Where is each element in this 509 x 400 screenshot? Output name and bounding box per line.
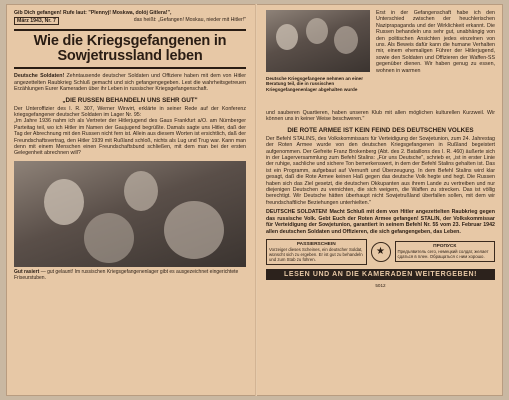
section-heading-right: DIE ROTE ARMEE IST KEIN FEIND DES DEUTSCHEN VOLKES	[287, 126, 474, 134]
barber-photo-caption	[14, 269, 246, 281]
surrender-call-translation: das heißt: „Gefangen! Moskau, nieder mit Hitler!"	[133, 17, 246, 24]
center-fold	[255, 4, 257, 396]
passierschein-title: PASSIERSCHEIN	[296, 241, 336, 247]
intro-lead: Deutsche Soldaten!	[14, 73, 65, 80]
meeting-photo-caption: Deutsche Kriegsgefangene nehmen an einer Beratung teil, die in russischen Kriegsgefangenenlager abgehalten wurde	[266, 76, 364, 92]
left-page	[14, 10, 246, 390]
pass-on-banner: LESEN UND AN DIE KAMERADEN WEITERGEBEN!	[266, 269, 495, 280]
issue-number: März 1943, Nr. 7	[14, 17, 59, 25]
title-box	[14, 29, 246, 69]
intro-paragraph	[14, 73, 246, 92]
passierschein-box	[266, 239, 367, 265]
barber-photo	[14, 161, 246, 267]
leaflet-code: 5012	[375, 282, 386, 288]
passes-row	[266, 239, 495, 265]
surrender-appeal: DEUTSCHE SOLDATEN! Macht Schluß mit dem von Hitler angezettelten Raubkrieg gegen das russische Volk. Gebt Euch der Roten Armee gefangen! STALIN, der Volkskommissar für Verteidigung der Sowjetunion, garantiert in seinem Befehl Nr. 55 vom 23. Februar 1942 allen deutschen Soldaten und Offizieren, die sich gefangengeben, das Leben.	[266, 209, 495, 235]
quote-wirwirt: „Im Jahre 1936 nahm ich als Vertreter der Hitlerjugend des Gaus Frankfurt a/O. am Nürnberger Parteitag teil, wo ich Hitler im Namen der Gaujugend begrüßte. Damals sagte uns Hitler, daß der Tag der Abrechnung mit den Russen nicht fern ist. Allein aus diesem Worten ist ersichtlich, daß der Freundschaftsvertrag, den Hitler 1939 mit Rußland schloß, nichts als Lug und Trug war. Kann man denn mit einem Menschen einen Freundschaftsbund schließen, mit dem man bei der ersten Gelegenheit abrechnen will?	[14, 118, 246, 157]
propusk-title: ПРОПУСК	[433, 244, 457, 250]
star-emblem-icon: ★	[371, 242, 391, 262]
paragraph-wirwirt: Der Unteroffizier des I. R. 307, Werner Wirwirt, erklärte in seiner Rede auf der Konferenz kriegsgefangener deutscher Soldaten im Lager Nr. 95:	[14, 105, 246, 119]
quote-continuation: Erst in der Gefangenschaft habe ich den Unterschied zwischen der heuchlerischen Naziprapaganda und der Wirklichkeit erkannt. Die Russen behandeln uns sehr gut, unabhängig von den politischen Ansichten jedes einzelnen von uns. Als Beweis dafür kann die humane Verhalten mir, einem ehemaligen Führer der Hitlerjugend, sowie den Soldaten und Offizieren der Waffen-SS gegenüber dienen. Wir haben genug zu essen, wohnen in warmen	[376, 10, 495, 74]
surrender-call-line: Gib Dich gefangen! Rufe laut: "Plennyj! Moskwa, dolój Gitlera!",	[14, 10, 172, 16]
issue-row	[14, 17, 246, 25]
leaflet-spread	[6, 4, 503, 396]
passierschein-text: Vorzeiger dieses Scheines, ein deutscher Soldat, wünscht sich zu ergeben. Er ist gut zu behandeln und zum Stab zu führen.	[269, 246, 363, 262]
intro-text: Zehntausende deutscher Soldaten und Offiziere haben mit dem von Hitler angezettelten Raubkrieg Schluß gemacht und sich gefangengegeben. Lest die wahrheitsgetreuen Erzählungen Eurer Kameraden über ihr Leben in russischer Kriegsgefangenschaft.	[14, 73, 246, 93]
top-block	[266, 10, 495, 110]
section-heading-left: „DIE RUSSEN BEHANDELN UNS SEHR GUT"	[62, 96, 198, 104]
right-page	[266, 10, 495, 390]
stalin-order-paragraph: Der Befehl STALINS, des Volkskommissars für Verteidigung der Sowjetunion, zum 24. Jahrestag der Roten Armee wurde von den deutschen Kriegsgefangenen in Rußland begeistert aufgenommen. Der Gefreite Franz Brokenberg (Abt. des 2. Bataillons des I. R. 460) äußerte sich in der Lagerversammlung zum Befehl Stalins: „Für uns Deutsche", schrieb er, „ist in erster Linie der ruhige, sachliche und sichere Ton bemerkenswert, in dem der Befehl Stalins gehalten ist. Das ist ein Programm, aufgebaut auf Vernunft und Überzeugung. In dem Befehl Stalins wird klar gesagt, daß die Rote Armee keinen Haß gegen das deutsche Volk hegte und hegt. Die Russen haben sich das Ziel gesetzt, die deutschen Okkupanten aus ihrem Lande zu vertreiben und nur diejenigen Deutschen zu vernichten, die sich weigern, die Waffen zu strecken. Das ist völlig berechtigt. Wir Deutsche hätten überhaupt nicht Sowjetrußland überfallen sollen, mit dem wir freundschaftliche Beziehungen unterhielten."	[266, 135, 495, 206]
caption-text: — gut gelaunt! Im russischen Kriegsgefangenenlager gibt es ausgezeichnet eingerichtete Friseurstuben.	[14, 268, 239, 281]
meeting-photo	[266, 10, 370, 72]
caption-lead: Gut rasiert	[14, 268, 40, 275]
page-title: Wie die Kriegsgefangenen in Sowjetrussland leben	[33, 33, 227, 65]
propusk-text: Предъявитель сего, немецкий солдат, желает сдаться в плен. Обращаться с ним хорошо.	[397, 249, 489, 260]
quote-end: und sauberen Quartieren, haben unseren Klub mit allen möglichen kulturellen Kurzweil. Wir können uns in keiner Weise beschweren."	[266, 110, 495, 123]
propusk-box	[395, 241, 496, 262]
